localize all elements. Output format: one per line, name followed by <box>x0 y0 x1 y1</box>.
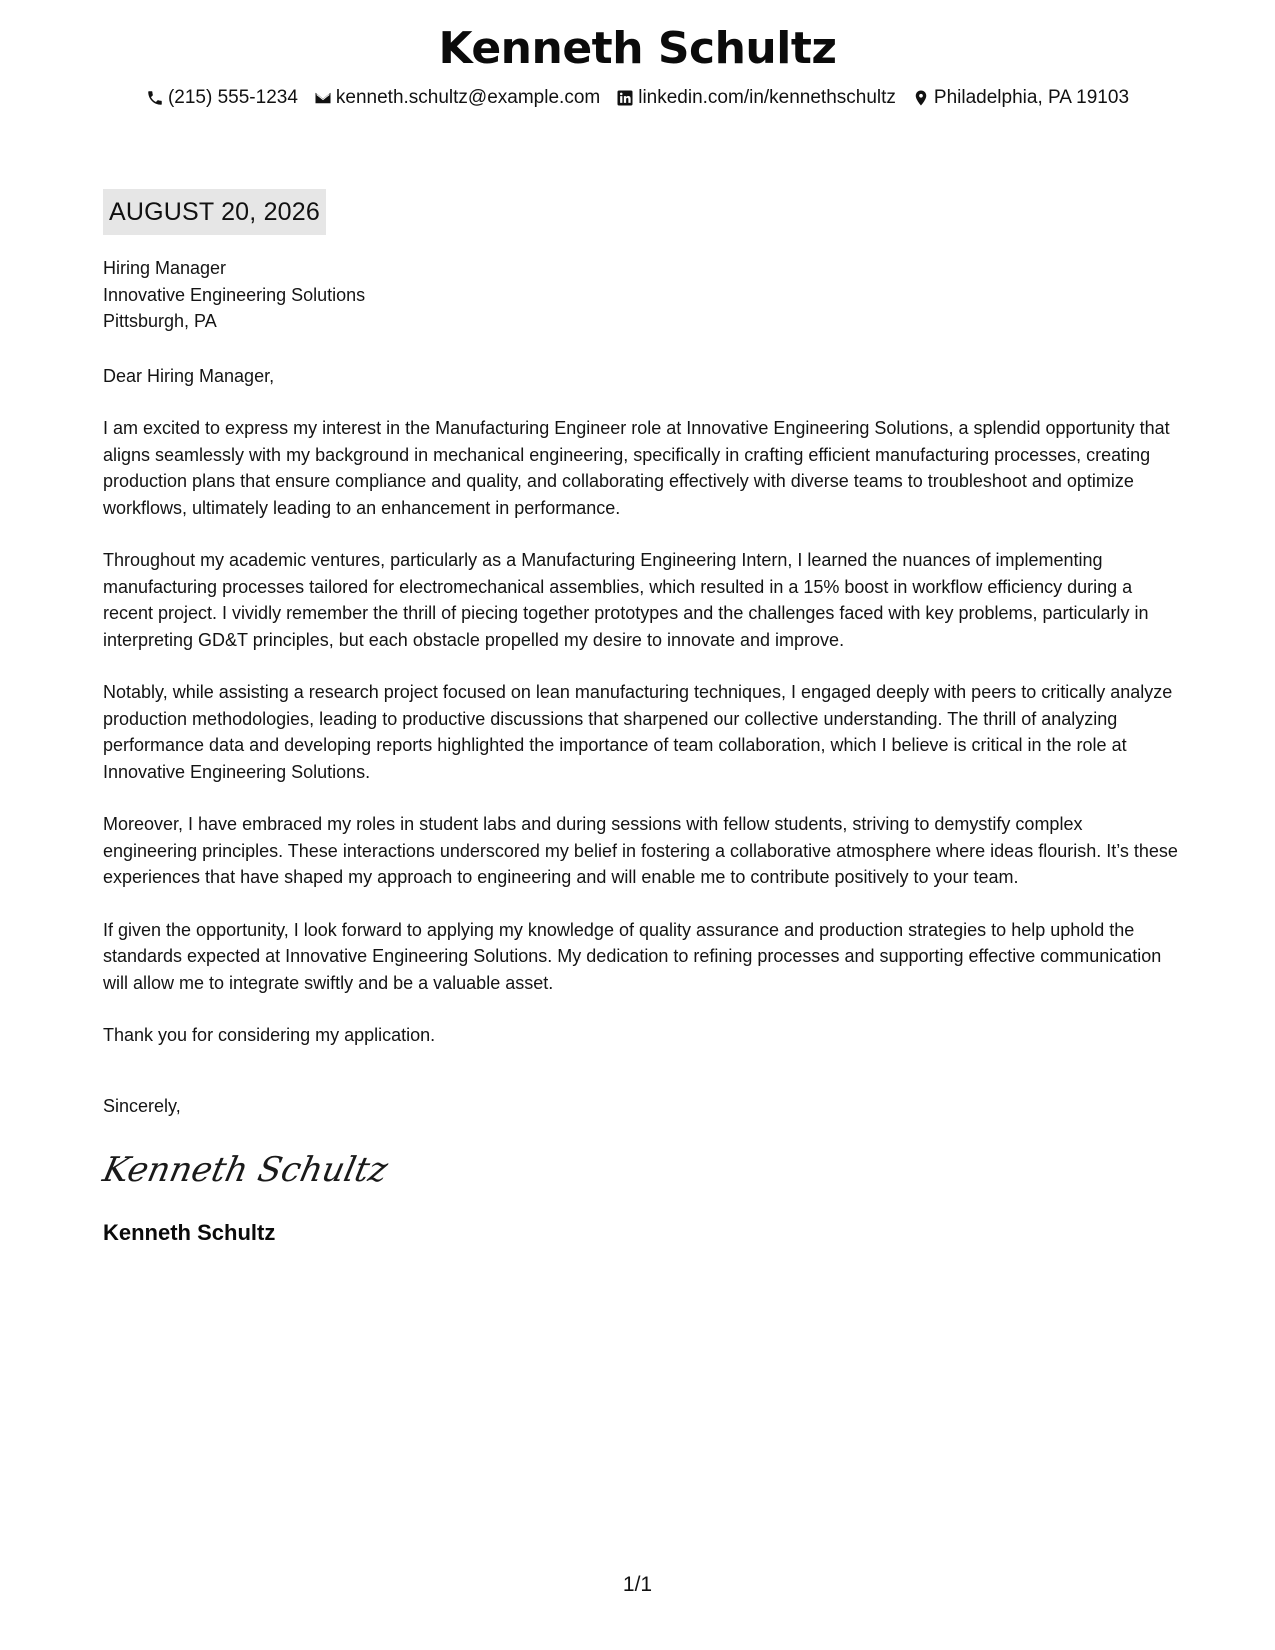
recipient-company: Innovative Engineering Solutions <box>103 284 366 305</box>
phone-icon <box>146 89 164 107</box>
linkedin-url[interactable]: linkedin.com/in/kennethschultz <box>638 87 896 108</box>
thanks-line: Thank you for considering my application. <box>103 1025 436 1045</box>
paragraph-5: If given the opportunity, I look forward to applying my knowledge of quality assurance and production strategies to help uphold the standards expected at Innovative Engineering Solutions. My dedication to refining processes and supporting effective communication will allow me to integrate swiftly and be a valuable asset. <box>103 919 1162 993</box>
letter-body <box>99 255 1178 1247</box>
envelope-icon <box>314 89 332 107</box>
letter-date: AUGUST 20, 2026 <box>103 189 326 235</box>
contact-location <box>912 86 1129 110</box>
closing: Sincerely, <box>103 1095 181 1116</box>
map-pin-icon <box>912 89 930 107</box>
signed-name: Kenneth Schultz <box>103 1220 276 1245</box>
contact-phone <box>146 86 298 110</box>
letter-header <box>0 22 1275 110</box>
paragraph-2: Throughout my academic ventures, particularly as a Manufacturing Engineering Intern, I learned the nuances of implementing manufacturing processes tailored for electromechanical assemblies, which resulted in a 15% boost in workflow efficiency during a recent project. I vividly remember the thrill of piecing together prototypes and the challenges faced with key problems, particularly in interpreting GD&T principles, but each obstacle propelled my desire to innovate and improve. <box>103 550 1149 650</box>
recipient-title: Hiring Manager <box>103 258 227 278</box>
linkedin-icon <box>616 89 634 107</box>
email-address[interactable]: kenneth.schultz@example.com <box>335 87 601 108</box>
signature-image <box>99 1135 392 1205</box>
greeting: Dear Hiring Manager, <box>103 365 275 386</box>
paragraph-4: Moreover, I have embraced my roles in student labs and during sessions with fellow students, striving to demystify complex engineering principles. These interactions underscored my belief in fostering a collaborative atmosphere where ideas flourish. It’s these experiences that have shaped my approach to engineering and will enable me to contribute positively to your team. <box>103 814 1178 887</box>
recipient-block <box>103 255 1178 335</box>
location-text: Philadelphia, PA 19103 <box>933 87 1130 108</box>
signature-text: Kenneth Schultz <box>99 1150 392 1190</box>
recipient-location: Pittsburgh, PA <box>103 311 217 331</box>
contact-email[interactable] <box>314 86 600 110</box>
paragraph-1: I am excited to express my interest in the Manufacturing Engineer role at Innovative Engineering Solutions, a splendid opportunity that aligns seamlessly with my background in mechanical engineering, specifically in crafting efficient manufacturing processes, creating production plans that ensure compliance and quality, and collaborating effectively with diverse teams to troubleshoot and optimize workflows, ultimately leading to an enhancement in performance. <box>103 418 1170 518</box>
contact-info <box>0 86 1275 110</box>
page-number: 1/1 <box>622 1573 653 1596</box>
paragraph-3: Notably, while assisting a research project focused on lean manufacturing techniques, I engaged deeply with peers to critically analyze production methodologies, leading to productive discussions that sharpened our collective understanding. The thrill of analyzing performance data and developing reports highlighted the importance of team collaboration, which I believe is critical in the role at Innovative Engineering Solutions. <box>103 682 1173 782</box>
phone-number: (215) 555-1234 <box>167 87 298 108</box>
contact-linkedin[interactable] <box>616 86 896 110</box>
applicant-name: Kenneth Schultz <box>438 23 837 74</box>
